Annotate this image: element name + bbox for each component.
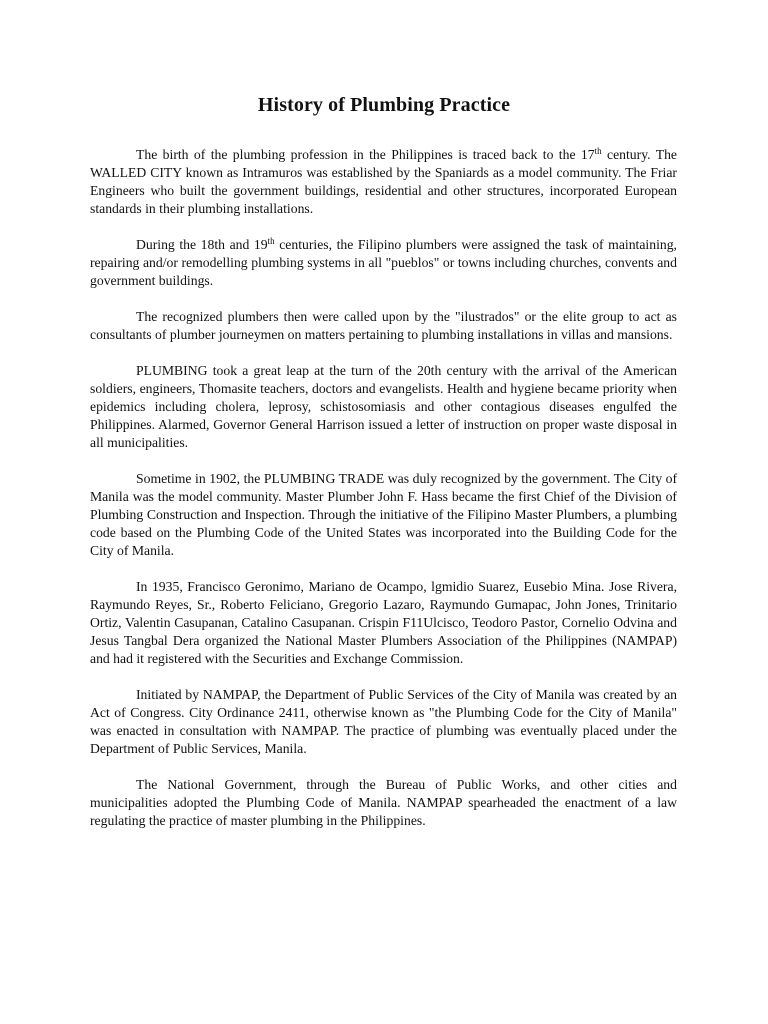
paragraph-4: PLUMBING took a great leap at the turn of the 20th century with the arrival of the American soldiers, engineers, Thomasite teachers, doctors and evangelists. Health and hygiene became priority when epidemics including cholera, leprosy, schistosomiasis and other contagious diseases engulfed the Philippines. Alarmed, Governor General Harrison issued a letter of instruction on proper waste disposal in all municipalities. — [90, 363, 677, 450]
paragraph-5: Sometime in 1902, the PLUMBING TRADE was duly recognized by the government. The City of Manila was the model community. Master Plumber John F. Hass became the first Chief of the Division of Plumbing Construction and Inspection. Through the initiative of the Filipino Master Plumbers, a plumbing code based on the Plumbing Code of the United States was incorporated into the Building Code for the City of Manila. — [90, 471, 677, 558]
document-body — [90, 146, 677, 848]
paragraph-1-text-b: century. The WALLED CITY known as Intramuros was established by the Spaniards as a model community. The Friar Engineers who built the government buildings, residential and other structures, incorporated European standards in their plumbing installations. — [90, 147, 678, 216]
paragraph-6: In 1935, Francisco Geronimo, Mariano de Ocampo, lgmidio Suarez, Eusebio Mina. Jose Rivera, Raymundo Reyes, Sr., Roberto Feliciano, Gregorio Lazaro, Raymundo Gumapac, John Jones, Trinitario Ortiz, Valentin Casupanan, Catalino Casupanan. Crispin F11Ulcisco, Teodoro Pastor, Cornelio Odvina and Jesus Tangbal Dera organized the National Master Plumbers Association of the Philippines (NAMPAP) and had it registered with the Securities and Exchange Commission. — [90, 579, 677, 666]
paragraph-1-superscript: th — [594, 146, 602, 156]
paragraph-2 — [90, 236, 677, 290]
paragraph-8: The National Government, through the Bureau of Public Works, and other cities and municipalities adopted the Plumbing Code of Manila. NAMPAP spearheaded the enactment of a law regulating the practice of master plumbing in the Philippines. — [90, 777, 677, 828]
paragraph-1-text-a: The birth of the plumbing profession in the Philippines is traced back to the 17 — [136, 147, 595, 162]
paragraph-7: Initiated by NAMPAP, the Department of Public Services of the City of Manila was created by an Act of Congress. City Ordinance 2411, otherwise known as "the Plumbing Code for the City of Manila" was enacted in consultation with NAMPAP. The practice of plumbing was eventually placed under the Department of Public Services, Manila. — [90, 687, 677, 756]
page-title: History of Plumbing Practice — [257, 94, 511, 116]
paragraph-2-text-a: During the 18th and 19 — [136, 237, 268, 252]
paragraph-1 — [90, 146, 677, 218]
paragraph-2-superscript: th — [267, 236, 275, 246]
paragraph-2-text-b: centuries, the Filipino plumbers were assigned the task of maintaining, repairing and/or remodelling plumbing systems in all "pueblos" or towns including churches, convents and government buildings. — [90, 237, 677, 288]
paragraph-3: The recognized plumbers then were called upon by the "ilustrados" or the elite group to act as consultants of plumber journeymen on matters pertaining to plumbing installations in villas and mansions. — [90, 309, 677, 342]
